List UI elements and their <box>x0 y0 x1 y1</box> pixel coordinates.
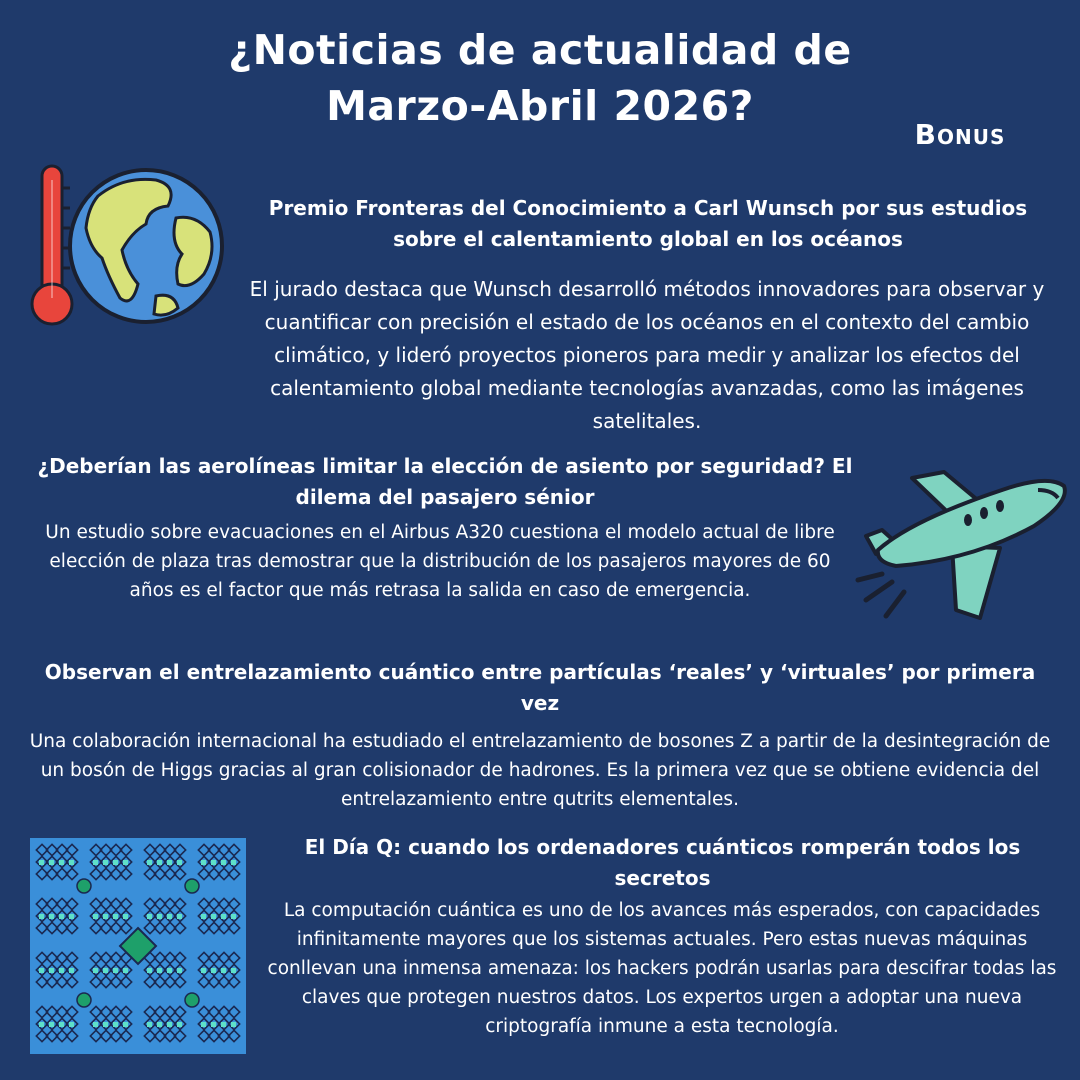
article-2-title: ¿Deberían las aerolíneas limitar la elección de asiento por seguridad? El dilema del pasajero sénior <box>37 454 853 509</box>
article-4-title: El Día Q: cuando los ordenadores cuánticos romperán todos los secretos <box>304 835 1021 890</box>
article-3-title: Observan el entrelazamiento cuántico entre partículas ‘reales’ y ‘virtuales’ por primera vez <box>44 660 1036 715</box>
page-title-line-1: ¿Noticias de actualidad de <box>228 26 852 74</box>
article-1-body: El jurado destaca que Wunsch desarrolló métodos innovadores para observar y cuantificar con precisión el estado de los océanos en el contexto del cambio climático, y lideró proyectos pioneros para medir y analizar los efectos del calentamiento global mediante tecnologías avanzadas, como las imágenes satelitales. <box>249 277 1045 433</box>
page-title-line-2: Marzo-Abril 2026? <box>326 82 754 130</box>
article-3-body: Una colaboración internacional ha estudiado el entrelazamiento de bosones Z a partir de la desintegración de un bosón de Higgs gracias al gran colisionador de hadrones. Es la primera vez que se obtiene evidencia del entrelazamiento entre qutrits elementales. <box>29 731 1051 810</box>
airplane-icon <box>852 450 1074 628</box>
earth-thermometer-icon <box>28 158 224 336</box>
article-4-body: La computación cuántica es uno de los avances más esperados, con capacidades infinitamente mayores que los sistemas actuales. Pero estas nuevas máquinas conllevan una inmensa amenaza: los hackers podrán usarlas para descifrar todas las claves que protegen nuestros datos. Los expertos urgen a adoptar una nueva criptografía inmune a esta tecnología. <box>267 900 1057 1037</box>
page-title <box>140 22 940 134</box>
article-1-title: Premio Fronteras del Conocimiento a Carl Wunsch por sus estudios sobre el calentamiento global en los océanos <box>268 196 1028 251</box>
quantum-chip-icon <box>30 838 246 1054</box>
article-2-body: Un estudio sobre evacuaciones en el Airbus A320 cuestiona el modelo actual de libre elección de plaza tras demostrar que la distribución de los pasajeros mayores de 60 años es el factor que más retrasa la salida en caso de emergencia. <box>45 522 835 601</box>
bonus-label: Bonus <box>914 118 1006 151</box>
